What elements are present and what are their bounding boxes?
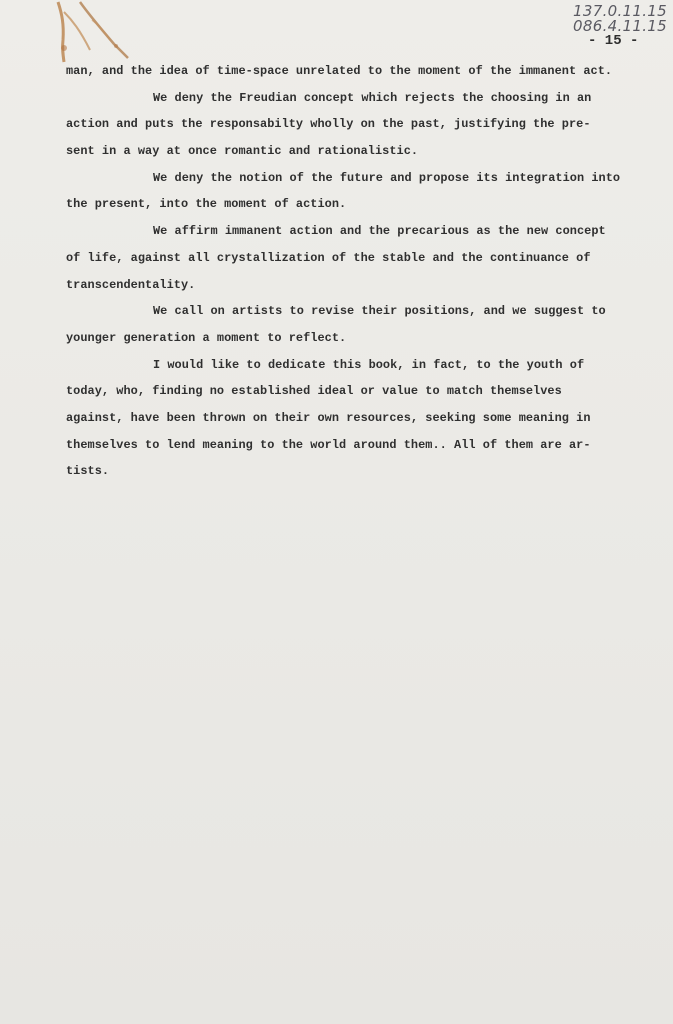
text-line: of life, against all crystallization of the stable and the continuance of — [66, 250, 591, 265]
text-line: I would like to dedicate this book, in fact, to the youth of — [153, 357, 585, 372]
text-line: tists. — [66, 464, 110, 479]
text-line: We affirm immanent action and the precarious as the new concept — [153, 224, 606, 239]
archive-ref-line-2: 086.4.11.15 — [573, 17, 667, 35]
text-line: transcendentality. — [66, 277, 196, 292]
archive-ref-line-1: 137.0.11.15 — [573, 2, 667, 20]
page-number: - 15 - — [588, 33, 639, 49]
text-line: against, have been thrown on their own resources, seeking some meaning in — [66, 410, 591, 425]
text-line: We deny the Freudian concept which rejects the choosing in an — [153, 90, 592, 105]
text-line: action and puts the responsabilty wholly on the past, justifying the pre- — [66, 117, 591, 132]
text-line: We deny the notion of the future and propose its integration into — [153, 170, 621, 185]
typed-body-text — [66, 58, 672, 485]
text-line: We call on artists to revise their positions, and we suggest to — [153, 304, 606, 319]
text-line: today, who, finding no established ideal or value to match themselves — [66, 384, 562, 399]
text-line: themselves to lend meaning to the world around them.. All of them are ar- — [66, 437, 591, 452]
text-line: sent in a way at once romantic and rationalistic. — [66, 144, 419, 159]
text-line: man, and the idea of time-space unrelated to the moment of the immanent act. — [66, 64, 613, 78]
text-line: younger generation a moment to reflect. — [66, 330, 347, 345]
text-line: the present, into the moment of action. — [66, 197, 347, 212]
archive-reference — [573, 4, 667, 34]
